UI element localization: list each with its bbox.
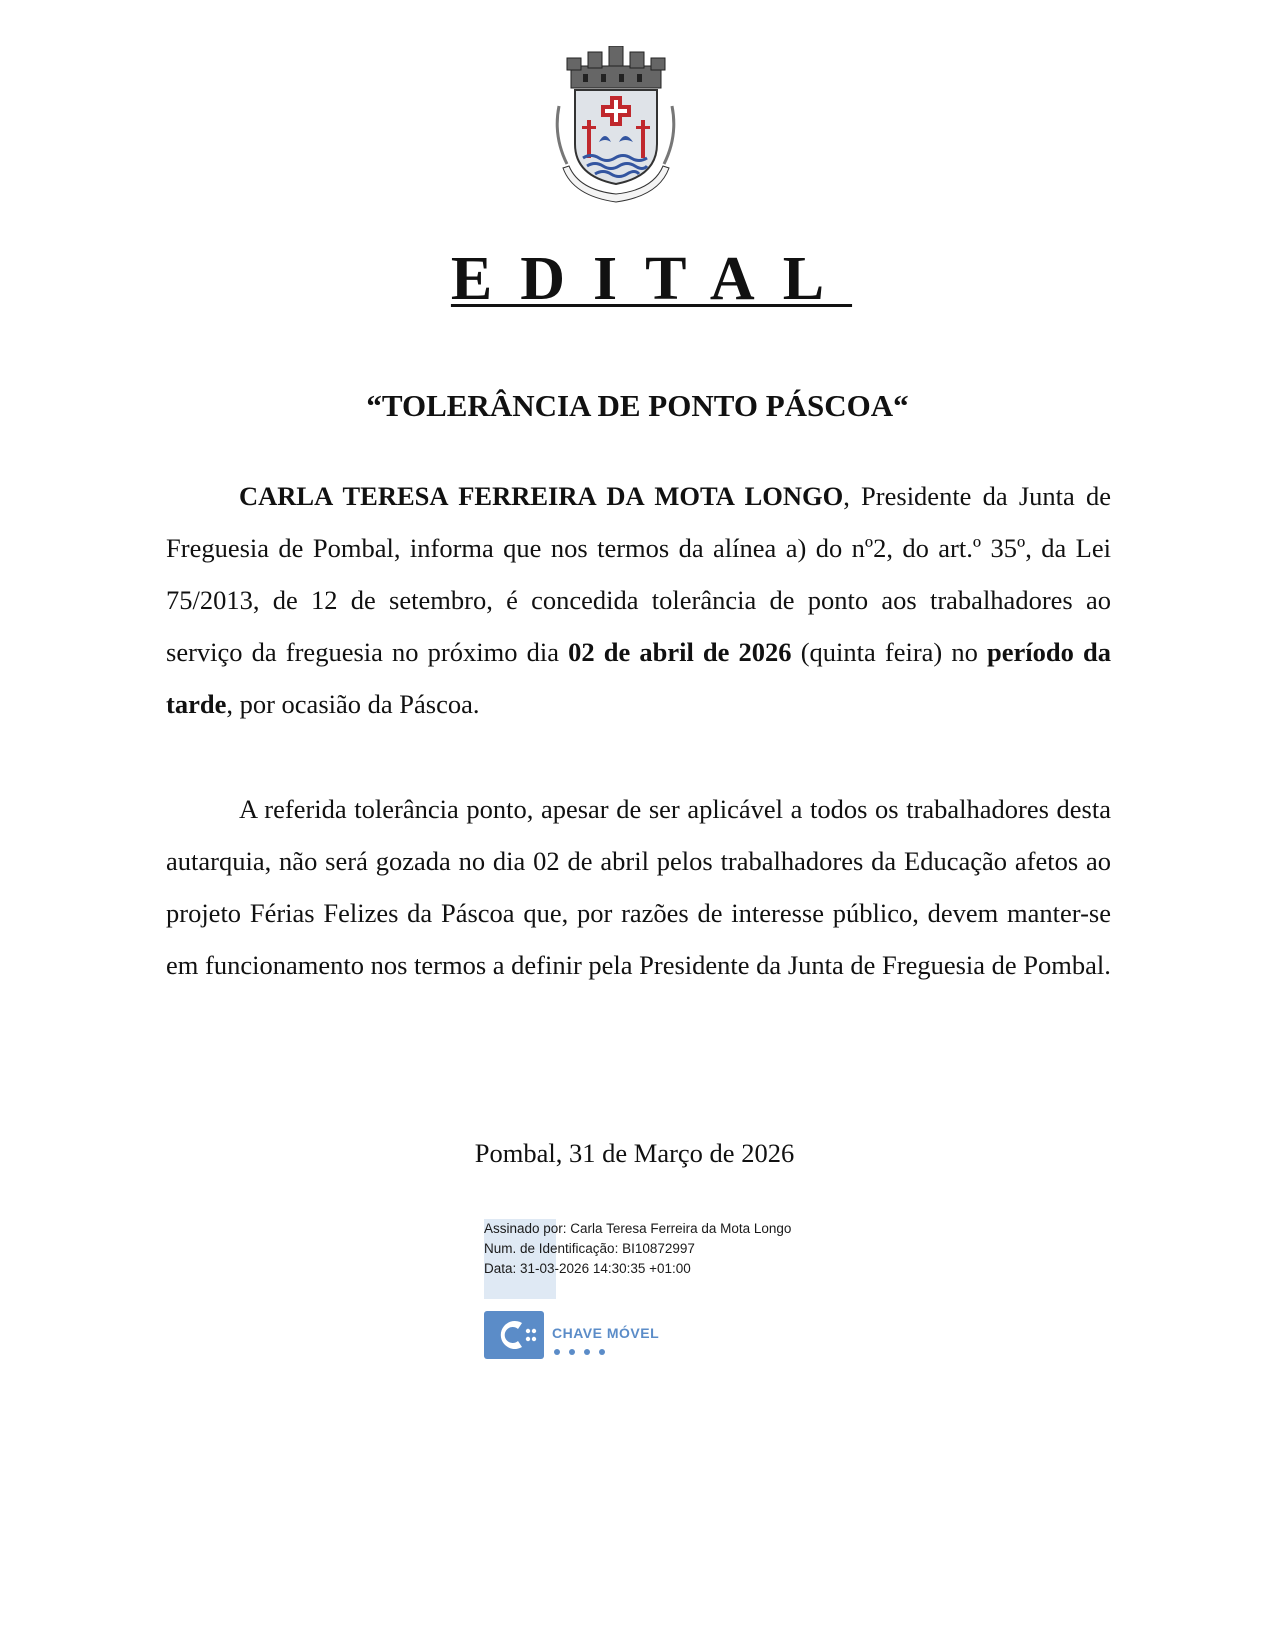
paragraph-2: A referida tolerância ponto, apesar de ser aplicável a todos os trabalhadores desta autarquia, não será gozada no dia 02 de abril pelos trabalhadores da Educação afetos ao projeto Férias Felizes da Páscoa que, por razões de interesse público, devem manter-se em funcionamento nos termos a definir pela Presidente da Junta de Freguesia de Pombal.: [166, 794, 1111, 980]
coat-of-arms: [553, 46, 678, 206]
digital-signature: [484, 1219, 844, 1359]
place-and-date: Pombal, 31 de Março de 2026: [474, 1138, 795, 1168]
paragraph-1-text-b: (quinta feira) no: [791, 637, 987, 667]
signature-id-number: Num. de Identificação: BI10872997: [484, 1241, 695, 1256]
document-title: EDITAL: [450, 245, 853, 313]
tolerance-date: 02 de abril de 2026: [568, 637, 792, 667]
chave-movel-logo-icon: [484, 1311, 544, 1359]
chave-movel-dots: [554, 1349, 605, 1355]
signature-date: Data: 31-03-2026 14:30:35 +01:00: [484, 1261, 691, 1276]
chave-movel-label: CHAVE MÓVEL: [552, 1325, 660, 1341]
municipal-coat-of-arms-icon: [553, 46, 678, 206]
tolerance-period: período da tarde: [166, 637, 1111, 719]
signature-signed-by: Assinado por: Carla Teresa Ferreira da Mota Longo: [484, 1221, 792, 1236]
paragraph-1-text-c: , por ocasião da Páscoa.: [226, 689, 480, 719]
document-subtitle: “TOLERÂNCIA DE PONTO PÁSCOA“: [366, 388, 909, 423]
paragraph-1-text-a: , Presidente da Junta de Freguesia de Pombal, informa que nos termos da alínea a) do nº2, do art.º 35º, da Lei 75/2013, de 12 de setembro, é concedida tolerância de ponto aos trabalhadores ao serviço da freguesia no próximo dia: [166, 481, 1111, 667]
signature-details: [484, 1219, 791, 1279]
paragraph-1: [166, 470, 1111, 730]
president-name: CARLA TERESA FERREIRA DA MOTA LONGO: [239, 481, 844, 511]
